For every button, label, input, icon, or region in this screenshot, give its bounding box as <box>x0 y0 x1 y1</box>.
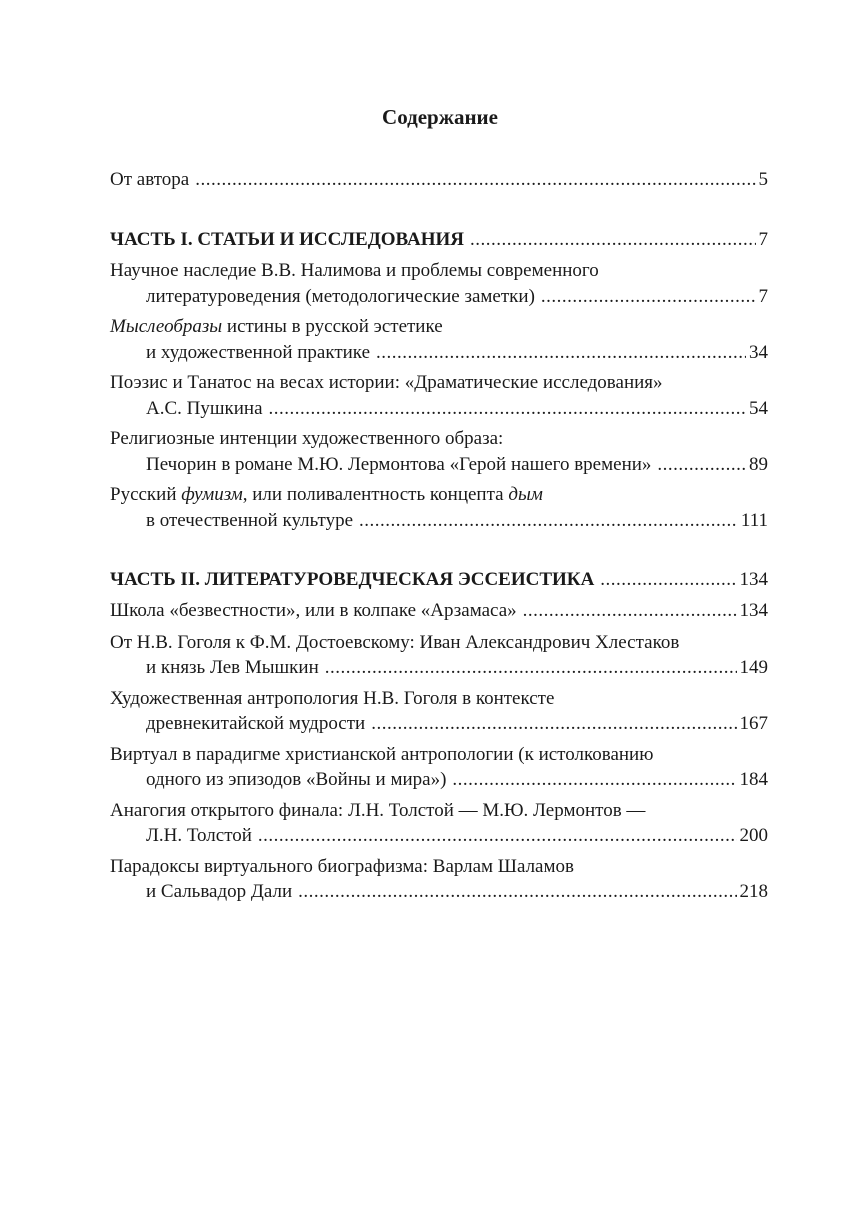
italic-term: Мыслеобразы <box>110 316 223 337</box>
toc-entry-title: и Сальвадор Дали <box>146 881 293 902</box>
toc-page-number: 7 <box>758 286 768 307</box>
toc-entry-line[interactable]: Религиозные интенции художественного образа: <box>110 428 504 449</box>
toc-entry-line[interactable]: Научное наследие В.В. Налимова и проблемы современного <box>110 260 599 281</box>
toc-entry-title: в отечественной культуре <box>146 510 354 531</box>
toc-entry-from-author[interactable] <box>110 167 768 193</box>
dot-leader <box>376 340 746 366</box>
toc-part-1-heading[interactable] <box>110 227 768 253</box>
toc-entry-title: и художественной практике <box>146 342 371 363</box>
dot-leader <box>325 655 737 681</box>
toc-entry-title: и князь Лев Мышкин <box>146 657 319 678</box>
toc-entry-title: Л.Н. Толстой <box>146 825 252 846</box>
toc-entry-continuation[interactable] <box>146 452 768 478</box>
dot-leader <box>600 567 736 593</box>
toc-page-number: 134 <box>739 569 768 590</box>
dot-leader <box>359 508 738 534</box>
toc-entry-continuation[interactable] <box>146 508 768 534</box>
toc-page-number: 34 <box>749 342 768 363</box>
toc-entry-line[interactable]: Анагогия открытого финала: Л.Н. Толстой — М.Ю. Лермонтов — <box>110 800 646 821</box>
page-title: Содержание <box>382 105 498 129</box>
dot-leader <box>269 396 747 422</box>
dot-leader <box>452 767 736 793</box>
dot-leader <box>258 823 737 849</box>
toc-entry-title: А.С. Пушкина <box>146 398 263 419</box>
toc-part-2-heading[interactable] <box>110 567 768 593</box>
toc-entry-continuation[interactable] <box>146 711 768 737</box>
dot-leader <box>298 879 736 905</box>
toc-entry-line[interactable]: Поэзис и Танатос на весах истории: «Драматические исследования» <box>110 372 663 393</box>
dot-leader <box>195 167 755 193</box>
toc-page-number: 134 <box>739 600 768 621</box>
toc-page-number: 111 <box>740 510 768 531</box>
dot-leader <box>541 284 756 310</box>
toc-entry-title: От автора <box>110 169 190 190</box>
toc-entry-continuation[interactable] <box>146 823 768 849</box>
toc-entry-line[interactable] <box>110 314 443 340</box>
dot-leader <box>371 711 736 737</box>
toc-entry-title: древнекитайской мудрости <box>146 713 366 734</box>
toc-entry-text: Русский <box>110 484 182 505</box>
toc-entry-title: одного из эпизодов «Войны и мира») <box>146 769 447 790</box>
toc-entry-continuation[interactable] <box>146 767 768 793</box>
toc-entry-continuation[interactable] <box>146 655 768 681</box>
toc-entry-continuation[interactable] <box>146 879 768 905</box>
toc-page-number: 7 <box>758 229 768 250</box>
toc-page-number: 149 <box>739 657 768 678</box>
toc-entry-text: истины в русской эстетике <box>222 316 443 337</box>
italic-term: дым <box>508 484 543 505</box>
toc-entry[interactable] <box>110 598 768 624</box>
toc-entry-line[interactable] <box>110 482 543 508</box>
toc-entry-line[interactable]: Художественная антропология Н.В. Гоголя в контексте <box>110 688 555 709</box>
toc-entry-line[interactable]: Виртуал в парадигме христианской антропологии (к истолкованию <box>110 744 654 765</box>
toc-entry-title: Печорин в романе М.Ю. Лермонтова «Герой нашего времени» <box>146 454 652 475</box>
dot-leader <box>470 227 755 253</box>
toc-entry-continuation[interactable] <box>146 284 768 310</box>
toc-entry-title: Школа «безвестности», или в колпаке «Арзамаса» <box>110 600 517 621</box>
toc-page-number: 167 <box>739 713 768 734</box>
toc-page-number: 54 <box>749 398 768 419</box>
part-title: ЧАСТЬ II. ЛИТЕРАТУРОВЕДЧЕСКАЯ ЭССЕИСТИКА <box>110 569 595 590</box>
toc-entry-text: , или поливалентность концепта <box>242 484 509 505</box>
toc-page-number: 5 <box>758 169 768 190</box>
toc-entry-continuation[interactable] <box>146 396 768 422</box>
toc-entry-line[interactable]: Парадоксы виртуального биографизма: Варлам Шаламов <box>110 856 574 877</box>
toc-page-number: 89 <box>749 454 768 475</box>
dot-leader <box>657 452 746 478</box>
toc-page-number: 218 <box>739 881 768 902</box>
part-title: ЧАСТЬ I. СТАТЬИ И ИССЛЕДОВАНИЯ <box>110 229 465 250</box>
dot-leader <box>523 598 737 624</box>
italic-term: фумизм <box>181 484 243 505</box>
toc-entry-line[interactable]: От Н.В. Гоголя к Ф.М. Достоевскому: Иван Александрович Хлестаков <box>110 632 680 653</box>
toc-entry-title: литературоведения (методологические заметки) <box>146 286 535 307</box>
toc-page-number: 200 <box>739 825 768 846</box>
toc-entry-continuation[interactable] <box>146 340 768 366</box>
toc-page-number: 184 <box>739 769 768 790</box>
